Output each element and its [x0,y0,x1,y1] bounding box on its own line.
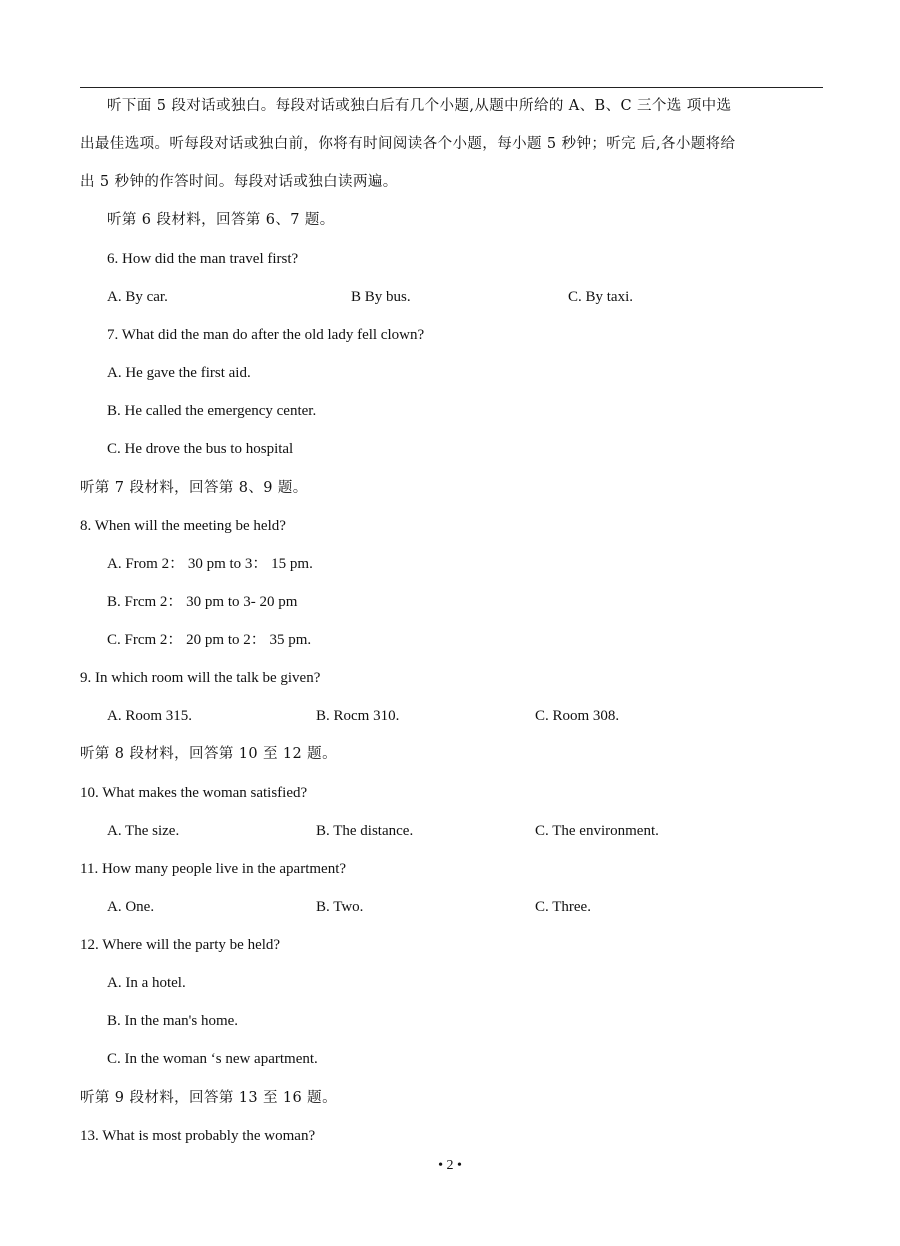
question-8: 8. When will the meeting be held? [80,518,286,534]
question-7-option-a: A. He gave the first aid. [107,365,251,381]
question-6-option-c: C. By taxi. [568,289,634,305]
question-12-option-a: A. In a hotel. [107,975,186,991]
section-8-heading: 听第 8 段材料，回答第 10 至 12 题。 [80,746,337,762]
instructions-line-3: 出 5 秒钟的作答时间。每段对话或独白读两遍。 [80,174,398,190]
question-11-option-c: C. Three. [535,899,591,915]
question-8-option-c: C. Frcm 2： 20 pm to 2： 35 pm. [107,632,312,648]
question-10-option-a: A. The size. [107,823,180,839]
question-7-option-b: B. He called the emergency center. [107,403,317,419]
section-9-heading: 听第 9 段材料，回答第 13 至 16 题。 [80,1090,337,1106]
question-9-option-a: A. Room 315. [107,708,193,724]
question-10-option-c: C. The environment. [535,823,659,839]
question-9-option-b: B. Rocm 310. [316,708,400,724]
instructions-line-2: 出最佳选项。听每段对话或独白前，你将有时间阅读各个小题，每小题 5 秒钟；听完 后,各小题将给 [80,136,736,152]
question-11-option-a: A. One. [107,899,155,915]
question-7-option-c: C. He drove the bus to hospital [107,441,294,457]
question-6: 6. How did the man travel first? [107,251,299,267]
header-rule [80,87,823,88]
question-7: 7. What did the man do after the old lady fell clown? [107,327,425,343]
section-7-heading: 听第 7 段材料，回答第 8、9 题。 [80,480,308,496]
question-10-option-b: B. The distance. [316,823,414,839]
question-12-option-c: C. In the woman ‘s new apartment. [107,1051,318,1067]
question-8-option-a: A. From 2： 30 pm to 3： 15 pm. [107,556,313,572]
question-11-option-b: B. Two. [316,899,364,915]
question-12-option-b: B. In the man's home. [107,1013,239,1029]
question-11: 11. How many people live in the apartment? [80,861,347,877]
question-12: 12. Where will the party be held? [80,937,281,953]
page-number: • 2 • [438,1158,462,1173]
question-6-option-b: B By bus. [351,289,411,305]
question-8-option-b: B. Frcm 2： 30 pm to 3- 20 pm [107,594,298,610]
instructions-line-1: 听下面 5 段对话或独白。每段对话或独白后有几个小题,从题中所给的 A、B、C 三个选 项中选 [107,98,732,114]
question-9: 9. In which room will the talk be given? [80,670,321,686]
question-10: 10. What makes the woman satisfied? [80,785,308,801]
question-9-option-c: C. Room 308. [535,708,620,724]
section-6-heading: 听第 6 段材料，回答第 6、7 题。 [107,212,335,228]
question-13: 13. What is most probably the woman? [80,1128,316,1144]
question-6-option-a: A. By car. [107,289,168,305]
